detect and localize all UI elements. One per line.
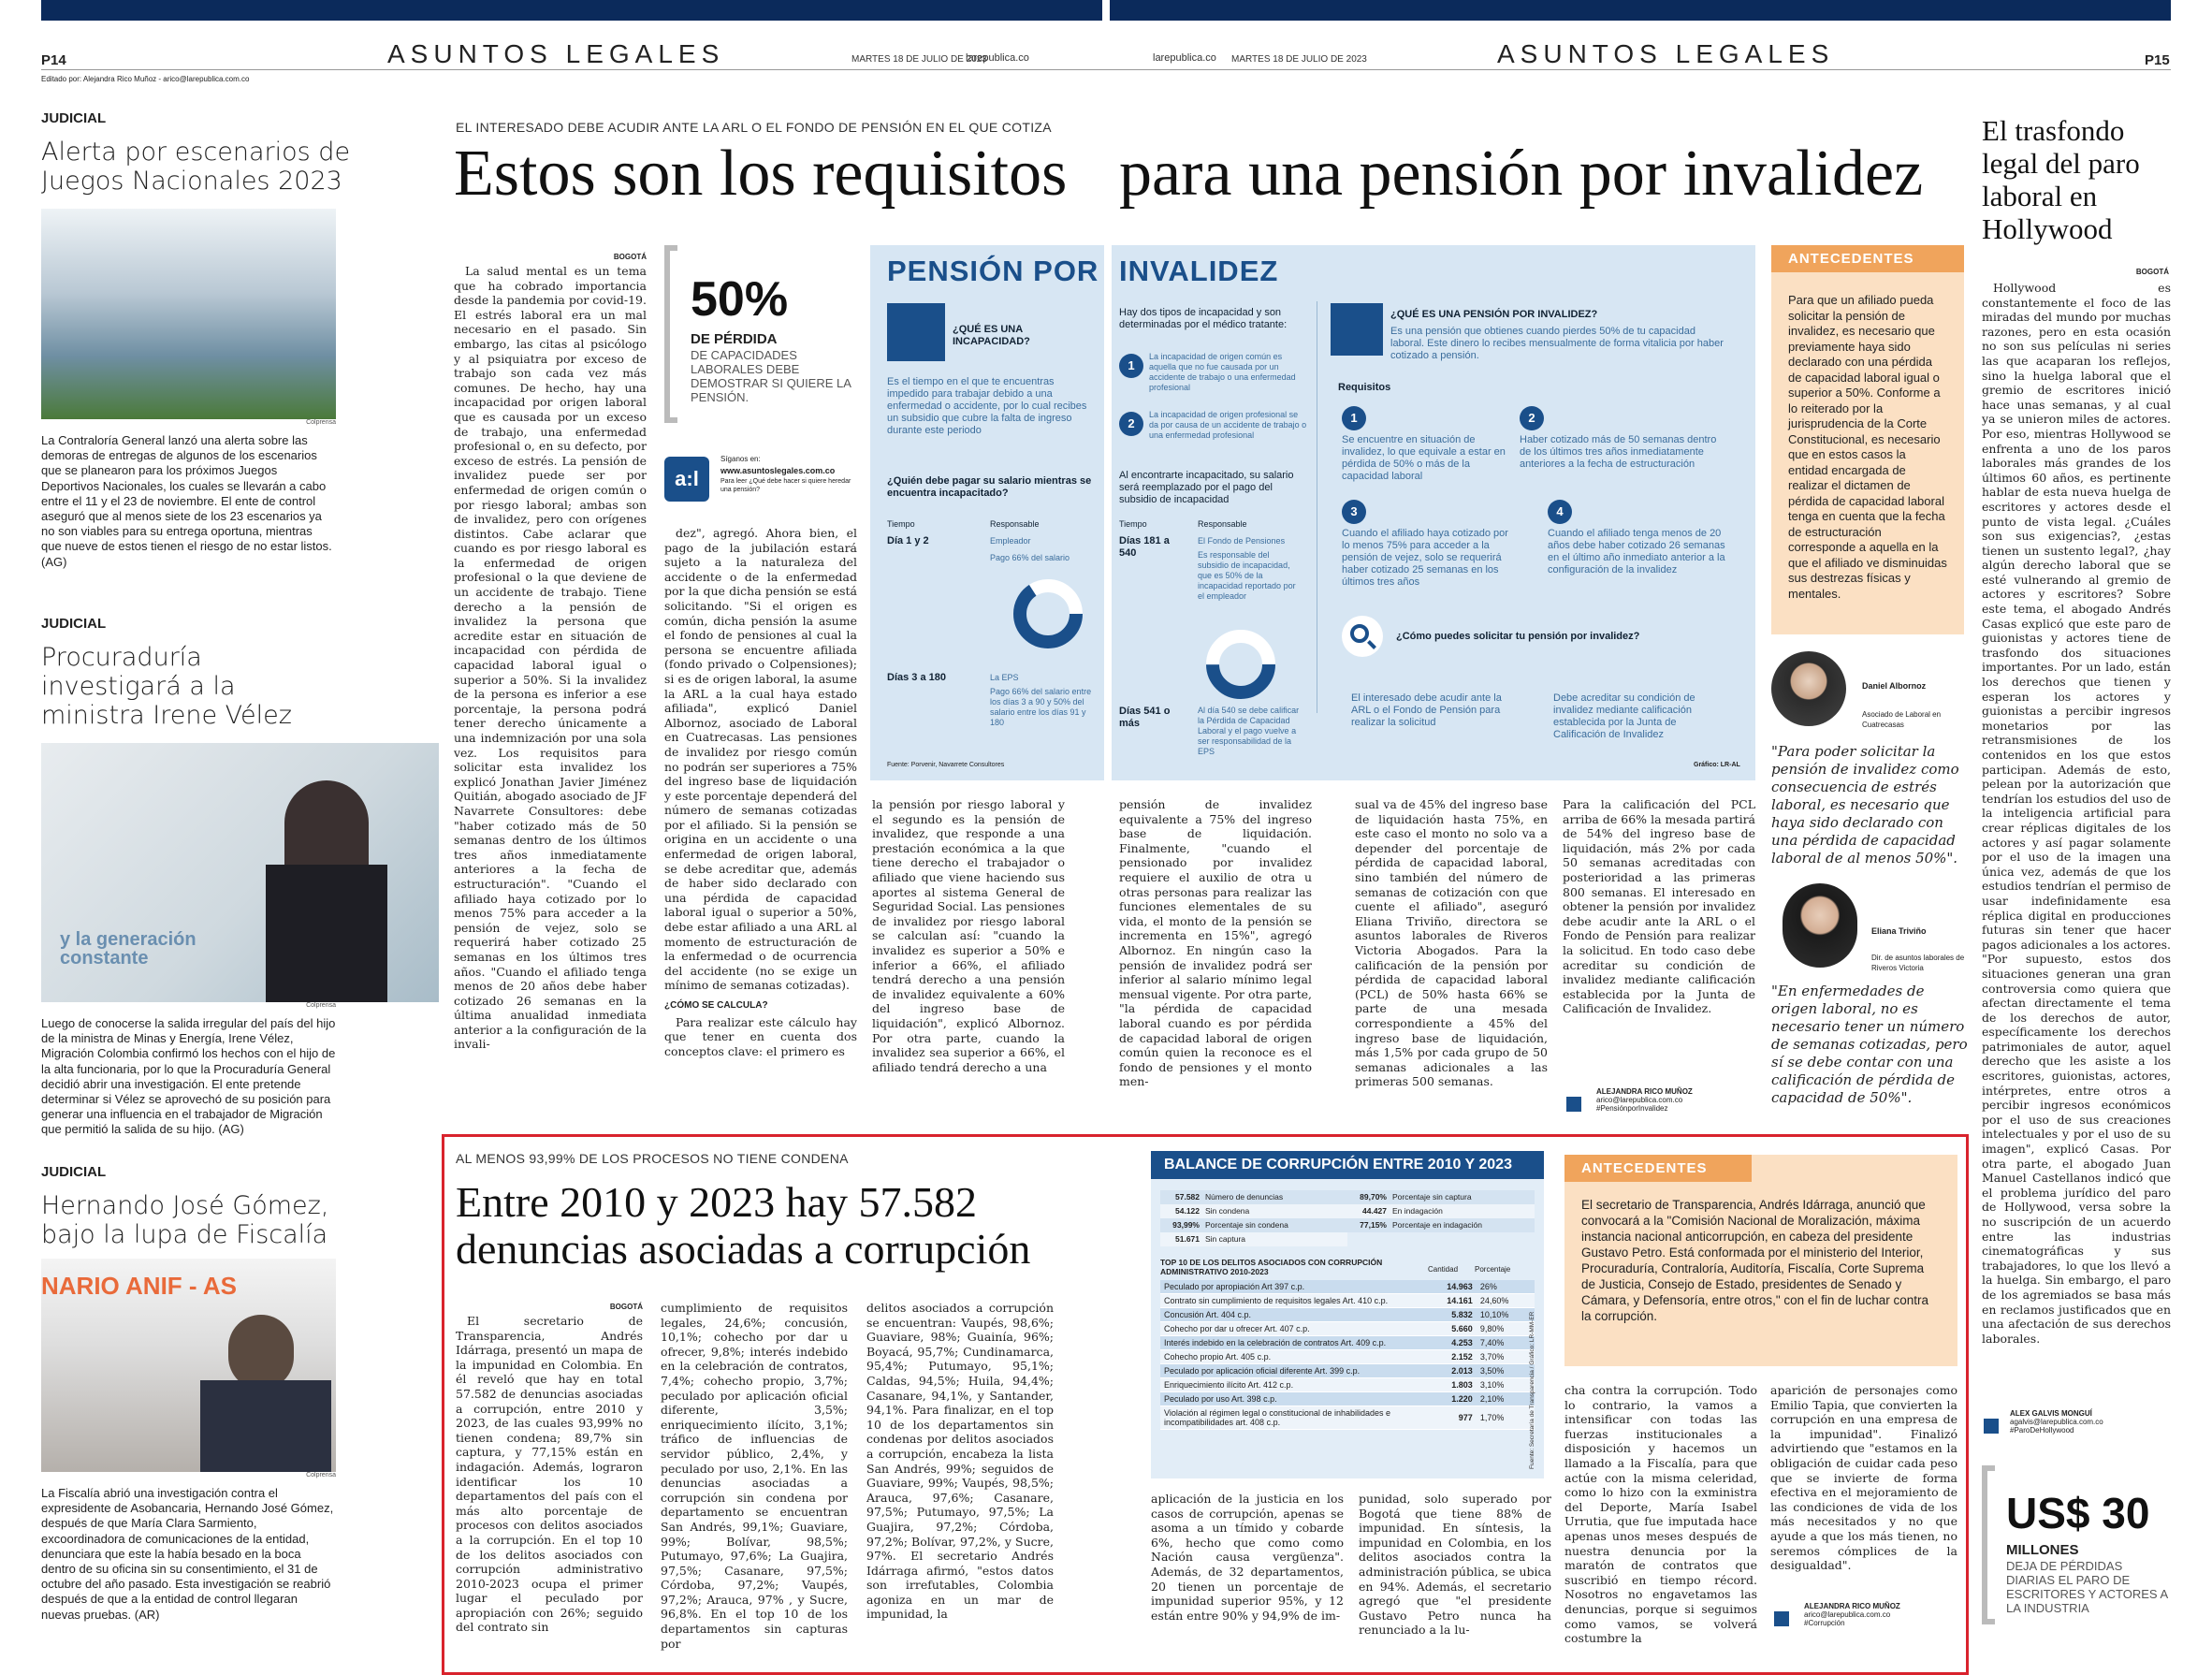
row-percentage: 2,10% xyxy=(1477,1392,1535,1406)
corruption-col-6: cha contra la corrupción. Todo lo contrario, la vamos a intensificar con todas las fuerzas institucionales a disposición y hacemos un llamado a la Fiscalía, para que actúe con la misma celeridad, como lo hizo con la exministra del Deporte, María Isabel Urrutia, que fue imputada hace apenas unos meses después de nuestra denuncia por la maratón de contratos que suscribió en tiempo récord. Nosotros no engavetamos las denuncias, porque si seguimos como vamos, se volverá costumbre la xyxy=(1564,1383,1757,1646)
header-rule xyxy=(41,69,2171,70)
summary-label: En indagación xyxy=(1392,1206,1443,1216)
main-col-1: La salud mental es un tema que ha cobrado importancia desde la pandemia por covid-19. El estrés laboral era un mal necesario en el pasado. Sin embargo, las citas al psicólogo y al psiquiatra por exceso de trabajo son cada vez más comunes. De hecho, hay una incapacidad por origen laboral que es causada por un exceso de trabajo, una enfermedad profesional o, en su defecto, por exceso de estrés. La pensión de invalidez puede ser por enfermedad de origen común o por riesgo laboral; ambas son de invalidez, pero con orígenes distintos. Cabe aclarar que cuando es por riesgo laboral es la enfermedad de origen profesional o la que deviene de un accidente de trabajo. Tiene derecho a la pensión de invalidez la persona que acredite estar en situación de incapacidad con pérdida de capacidad laboral igual o superior a 50%. Si la invalidez de la persona es inferior a ese porcentaje, la persona podrá tener derecho únicamente a una indemnización por una sola vez. Los requisitos para solicitar esta invalidez los explicó Jonathan Javier Jiménez Quitián, abogado asociado de JF Navarrete Consultores: debe "haber cotizado más de 50 semanas dentro de los últimos tres años inmediatamente anteriores a la fecha de estructuración". "Cuando el afiliado haya cotizado por lo menos 75% para acceder a la pensión de vejez, solo se requerirá haber cotizado 25 semanas en los últimos tres años. "Cuando el afiliado tenga menos de 20 años debe haber cotizado 26 semanas en la última anualidad inmediata anterior a la configuración de la invali- xyxy=(454,264,647,1052)
row-description: Peculado por aplicación oficial diferente Art. 399 c.p. xyxy=(1160,1364,1428,1378)
req-2-text: Haber cotizado más de 50 semanas dentro de los últimos tres años inmediatamente anteriores a la fecha de estructuración xyxy=(1520,434,1717,470)
row-description: Cohecho propio Art. 405 c.p. xyxy=(1160,1350,1428,1364)
page-number-right: P15 xyxy=(2145,52,2170,68)
table-title: BALANCE DE CORRUPCIÓN ENTRE 2010 Y 2023 xyxy=(1151,1151,1544,1179)
req-3-badge: 3 xyxy=(1342,500,1366,524)
top10-title: TOP 10 DE LOS DELITOS ASOCIADOS CON CORRUPCIÓN ADMINISTRATIVO 2010-2023 xyxy=(1160,1258,1383,1276)
avatar-daniel xyxy=(1771,651,1846,726)
section-title-right: ASUNTOS LEGALES xyxy=(1497,39,1835,68)
row-description: Enriquecimiento ilícito Art. 412 c.p. xyxy=(1160,1378,1428,1392)
author-icon xyxy=(1984,1419,1999,1434)
row-description: Peculado por apropiación Art 397 c.p. xyxy=(1160,1280,1428,1294)
r1-time: Día 1 y 2 xyxy=(887,535,929,546)
top-bar-right xyxy=(1110,0,2171,21)
photo-credit: Colprensa xyxy=(306,1472,336,1478)
follow-text: Para leer ¿Qué debe hacer si quiere heredar una pensión? xyxy=(720,478,851,493)
byline-tag[interactable]: #ParoDeHollywood xyxy=(2010,1426,2074,1435)
r3-pay: Es responsable del subsidio de incapacidad, que es 50% de la incapacidad reportado por el empleador xyxy=(1198,550,1296,601)
table-row xyxy=(1160,1350,1535,1364)
antecedentes-title: ANTECEDENTES xyxy=(1771,245,1964,272)
row-percentage: 10,10% xyxy=(1477,1308,1535,1322)
table-row xyxy=(1160,1378,1535,1392)
summary-label: Sin captura xyxy=(1205,1234,1245,1244)
right-title: El trasfondo legal del paro laboral en Hollywood xyxy=(1982,114,2140,245)
row-quantity: 1.220 xyxy=(1428,1392,1477,1406)
type-1-text: La incapacidad de origen común es aquella que no fue causada por un accidente de trabajo o una enfermedad profesional xyxy=(1149,352,1296,392)
corruption-col-1: El secretario de Transparencia, Andrés Idárraga, presentó un mapa de la impunidad en Colombia. En él reveló que hay en total 57.582 de denuncias asociadas a corrupción, entre 2010 y 2023, de las cuales 93,99% no tienen condena; 89,7% sin captura, y 77,15% están en indagación. Además, lograron identificar los 10 departamentos del país con el más alto porcentaje de procesos con delitos asociados a la corrupción. En el top 10 de los delitos asociados con corrupción administrativo 2010-2023 ocupa el primer lugar el peculado por apropiación con 26%; seguido del contrato sin xyxy=(456,1314,643,1635)
photo-banner-text: NARIO ANIF - AS xyxy=(41,1272,237,1300)
r2-resp: La EPS xyxy=(990,673,1019,682)
infographic-panel xyxy=(870,245,1755,780)
stat-label: MILLONES xyxy=(2006,1542,2079,1558)
q-incapacity-text: Es el tiempo en el que te encuentras impedido para trabajar debido a una enfermedad o accidente, por lo cual recibes un subsidio que cubre la falta de ingreso durante este periodo xyxy=(887,376,1087,436)
document-icon xyxy=(887,303,945,361)
podium xyxy=(266,865,387,1002)
stat-text: DE CAPACIDADES LABORALES DEBE DEMOSTRAR SI QUIERE LA PENSIÓN. xyxy=(691,348,851,404)
subhead-calc: ¿CÓMO SE CALCULA? xyxy=(664,1000,768,1011)
r1-resp: Empleador xyxy=(990,536,1031,546)
stat-text: DEJA DE PÉRDIDAS DIARIAS EL PARO DE ESCRITORES Y ACTORES A LA INDUSTRIA xyxy=(2006,1559,2168,1615)
story-text: La Fiscalía abrió una investigación contra el expresidente de Asobancaria, Hernando José Gómez, después de que María Clara Sarmiento, excoordinadora de comunicaciones de la entidad, denunciara que este la había besado en la boca dentro de su oficina sin su consentimiento, el 31 de octubre del año pasado. Esta investigación se reabrió después de que a la entidad de control llegaran nuevas pruebas. (AR) xyxy=(41,1486,334,1622)
stat-label: DE PÉRDIDA xyxy=(691,331,778,347)
r3-time: Días 181 a 540 xyxy=(1119,535,1170,559)
corruption-col-4: aplicación de la justicia en los casos de corrupción, apenas se asoma a un tímido y cobarde 6%, hecho que como como Nación causa vergüenza". Además, de 32 departamentos, 20 tienen un porcentaje de impunidad superior 95%, y 12 están entre 90% y 94,9% de im- xyxy=(1151,1492,1344,1623)
asuntos-legales-logo-icon: a:l xyxy=(664,457,709,502)
r1-pay: Pago 66% del salario xyxy=(990,553,1070,562)
row-description: Interés indebido en la celebración de contratos Art. 409 c.p. xyxy=(1160,1336,1428,1350)
author-icon xyxy=(1774,1611,1789,1626)
quote-2: "En enfermedades de origen laboral, no es necesario tener un número de semanas cotizadas, pero sí se debe contar con una calificación de pérdida de capacidad de 50%". xyxy=(1771,983,1968,1106)
q-pension: ¿QUÉ ES UNA PENSIÓN POR INVALIDEZ? xyxy=(1390,309,1598,320)
sidebar-story-3 xyxy=(41,1164,434,1623)
photo-credit: Colprensa xyxy=(306,1002,336,1009)
summary-row xyxy=(1160,1232,1347,1246)
section-title-left: ASUNTOS LEGALES xyxy=(387,39,725,68)
col-resp: Responsable xyxy=(990,519,1040,529)
row-percentage: 7,40% xyxy=(1477,1336,1535,1350)
table-row xyxy=(1160,1280,1535,1294)
stat-box xyxy=(664,245,861,432)
main-byline xyxy=(1563,1087,1755,1113)
row-quantity: 2.152 xyxy=(1428,1350,1477,1364)
infographic-source: Fuente: Porvenir, Navarrete Consultores xyxy=(887,762,1005,768)
summary-row xyxy=(1347,1204,1535,1218)
row-percentage: 9,80% xyxy=(1477,1322,1535,1336)
date-left: MARTES 18 DE JULIO DE 2023 xyxy=(851,54,987,65)
byline-tag[interactable]: #Corrupción xyxy=(1804,1619,1845,1627)
quote-1: "Para poder solicitar la pensión de invalidez como consecuencia de estrés laboral, es necesario que haya sido declarado con una pérdida de capacidad laboral de al menos 50%". xyxy=(1771,743,1959,867)
antecedentes-box xyxy=(1771,245,1964,634)
summary-row xyxy=(1160,1190,1347,1204)
row-quantity: 14.963 xyxy=(1428,1280,1477,1294)
corruption-col-7: aparición de personajes como Emilio Tapia, que convierten la corrupción en una empresa de la impunidad". Finalizó advirtiendo que "estamos en la obligación de cuidar cada peso que se invierte de forma efectiva en el mejoramiento de las condiciones de vida de los más necesitados y no que ayude a que los más tienen, no seremos cómplices de la desigualdad". xyxy=(1770,1383,1957,1573)
row-quantity: 5.832 xyxy=(1428,1308,1477,1322)
row-quantity: 4.253 xyxy=(1428,1336,1477,1350)
story-kicker: JUDICIAL xyxy=(41,616,107,632)
req-1-badge: 1 xyxy=(1342,406,1366,430)
col-resp-2: Responsable xyxy=(1198,519,1247,529)
byline-mail[interactable]: arico@larepublica.com.co xyxy=(1596,1096,1683,1104)
summary-value: 77,15% xyxy=(1360,1220,1387,1230)
sidebar-story-1 xyxy=(41,110,434,570)
story-title: Procuraduría investigará a la ministra Irene Vélez xyxy=(41,643,292,730)
summary-value: 51.671 xyxy=(1175,1234,1200,1244)
q-who-pays: ¿Quién debe pagar su salario mientras se encuentra incapacitado? xyxy=(887,475,1092,499)
summary-label: Porcentaje en indagación xyxy=(1392,1220,1482,1230)
stat-value: US$ 30 xyxy=(2006,1489,2150,1537)
dateline: BOGOTÁ xyxy=(613,253,647,261)
r3-resp: El Fondo de Pensiones xyxy=(1198,536,1286,546)
main-kicker: EL INTERESADO DEBE ACUDIR ANTE LA ARL O EL FONDO DE PENSIÓN EN EL QUE COTIZA xyxy=(456,120,1052,135)
infographic-credit: Gráfico: LR-AL xyxy=(1694,762,1740,768)
page-number-left: P14 xyxy=(41,52,66,68)
byline-name: ALEX GALVIS MONGUÍ xyxy=(2010,1409,2092,1418)
main-col-6: Para la calificación del PCL arriba de 66% la mesada partirá de 54% del ingreso base de liquidación, más 2% por cada 50 semanas acreditadas con posterioridad a las primeras 800 semanas. El interesado en obtener la pensión por invalidez debe acudir ante la ARL o el Fondo de Pensión para realizar la solicitud. En todo caso debe acreditar su condición de invalidez mediante calificación establecida por la Junta de Calificación de Invalidez. xyxy=(1563,797,1755,1016)
table-row xyxy=(1160,1294,1535,1308)
col-time: Tiempo xyxy=(887,519,915,529)
req-4-text: Cuando el afiliado tenga menos de 20 años debe haber cotizado 26 semanas en el último año inmediato anterior a la configuración de la invalidez xyxy=(1548,528,1725,575)
req-title: Requisitos xyxy=(1338,382,1391,393)
req-2-badge: 2 xyxy=(1520,406,1544,430)
r2-pay: Pago 66% del salario entre los días 3 a 90 y 50% del salario entre los días 91 y 180 xyxy=(990,687,1092,727)
story-title: Alerta por escenarios de Juegos Nacionales 2023 xyxy=(41,138,351,196)
right-body: Hollywood es constantemente el foco de las miradas del mundo por muchas razones, pero en esta ocasión no son sus películas ni series las que acaparan los reflejos, sino la huelga laboral que el gremio de escritores inició hace unas semanas, y al cual ya se unieron miles de actores. Por eso, mientras Hollywood se enfrenta a uno de los paros laborales más grandes de los últimos 60 años, es pertinente hablar de esta nueva huelga de escritores y actores desde el punto de vista legal. ¿Cuáles son sus exigencias?, ¿estas tienen un sustento legal?, ¿hay algún derecho laboral que se esté vulnerando al gremio de actores y escritores? Sobre este tema, el abogado Andrés Casas explicó que este paro de guionistas y actores tiene de trasfondo dos situaciones importantes. Por un lado, están los derechos que tienen y esperan los actores y guionistas a percibir ingresos monetarios por las retransmisiones de los contenidos en los que estos participan. Además de esto, pelean por la autorización que tendrían los estudios del uso de la inteligencia artificial para crear réplicas digitales de los actores y así pagar solamente por el uso de la imagen una única vez, además de que los estudios tendrían el permiso de usar indefinidamente esa réplica digital en producciones futuras sin tener que hacer pagos adicionales a los actores. "Por supuesto, estos dos situaciones generan una gran controversia como quiera que afectan directamente el tema de los derechos de autor, específicamente los derechos patrimoniales de autor, aquel derecho que les asiste a los escritores, guionistas, actores, intérpretes, entre otros a percibir ingresos económicos por el uso de sus creaciones intelectuales y por el uso de su imagen", explicó Casas. Por otra parte, el abogado Juan Manuel Castellanos indicó que el problema jurídico del paro de Hollywood, versa sobre la no suscripción de un acuerdo entre las industrias cinematográficas y sus trabajadores, lo que los llevó a la huelga. Sin embargo, el paro de los agremiados se basa más en reclamos justificados que en una afectación de sus derechos laborales. xyxy=(1982,281,2171,1346)
corruption-antecedentes xyxy=(1564,1155,1957,1366)
q-pension-text: Es una pensión que obtienes cuando pierdes 50% de tu capacidad laboral. Este dinero lo recibes mensualmente de forma vitalicia por haber cotizado a pensión. xyxy=(1390,326,1724,361)
photo-credit: Colprensa xyxy=(306,419,336,426)
row-percentage: 3,10% xyxy=(1477,1378,1535,1392)
person-name-2: Eliana Triviño xyxy=(1871,926,1927,936)
table-row xyxy=(1160,1308,1535,1322)
speaker-figure xyxy=(228,1315,294,1390)
person-figure xyxy=(284,780,369,874)
person-icon xyxy=(1331,303,1383,356)
main-title-left: Estos son los requisitos xyxy=(454,138,1068,210)
top10-table xyxy=(1160,1280,1535,1430)
summary-value: 89,70% xyxy=(1360,1192,1387,1202)
byline-name: ALEJANDRA RICO MUÑOZ xyxy=(1804,1602,1900,1610)
follow-box[interactable] xyxy=(664,453,863,505)
summary-value: 54.122 xyxy=(1175,1206,1200,1216)
summary-right xyxy=(1347,1190,1535,1232)
person-role-1: Asociado de Laboral en Cuatrecasas xyxy=(1862,710,1942,729)
corruption-ant-title: ANTECEDENTES xyxy=(1564,1155,1752,1182)
row-percentage: 1,70% xyxy=(1477,1406,1535,1430)
right-byline xyxy=(1982,1409,2171,1435)
right-stat-box xyxy=(1982,1465,2171,1634)
row-quantity: 5.660 xyxy=(1428,1322,1477,1336)
author-icon xyxy=(1566,1097,1581,1112)
col-pct-header: Porcentaje xyxy=(1475,1265,1511,1274)
story-kicker: JUDICIAL xyxy=(41,1164,107,1180)
row-percentage: 3,70% xyxy=(1477,1350,1535,1364)
main-col-5: sual va de 45% del ingreso base de liquidación hasta 75%, en este caso el monto no solo va a depender del porcentaje de pérdida de capacidad laboral, sino también del número de semanas de cotización con que cuente el afiliado", aseguró Eliana Triviño, directora se asuntos laborales de Riveros Victoria Abogados. Para la calificación de la pensión por pérdida de capacidad laboral (PCL) de 50% hasta 66% se parte de una mesada correspondiente a 45% del ingreso base de liquidación, más 1,5% por cada grupo de 50 semanas adicionales a las primeras 500 semanas. xyxy=(1355,797,1548,1089)
corruption-byline xyxy=(1770,1602,1957,1627)
req-3-text: Cuando el afiliado haya cotizado por lo menos 75% para acceder a la pensión de vejez, solo se requerirá haber cotizado 25 semanas en los últimos tres años xyxy=(1342,528,1508,588)
story-text: La Contraloría General lanzó una alerta sobre las demoras de entregas de algunos de los escenarios que se planearon para los próximos Juegos Deportivos Nacionales, los cuales se llevarán a cabo entre el 11 y el 23 de noviembre. El ente de control aseguró que al menos siete de los 23 escenarios ya no son viables para su entrega oportuna, mientras que nueve de estos tienen el riesgo de no estar listos. (AG) xyxy=(41,433,332,569)
page-gutter xyxy=(1104,245,1112,780)
follow-label: Síganos en: xyxy=(720,455,761,463)
summary-row xyxy=(1160,1204,1347,1218)
avatar-eliana xyxy=(1783,883,1857,968)
person-role-2: Dir. de asuntos laborales de Riveros Victoria xyxy=(1871,954,1965,972)
row-quantity: 2.013 xyxy=(1428,1364,1477,1378)
summary-row xyxy=(1160,1218,1347,1232)
buildings-photo xyxy=(41,209,336,419)
corruption-table-panel xyxy=(1151,1151,1544,1478)
main-col-4: pensión de invalidez equivalente a 75% del ingreso base de liquidación. Finalmente, "cuando el pensionado por invalidez requiere el auxilio de otra u otras personas para realizar las funciones elementales de su vida, el monto de la pensión se incrementa en 15%", agregó Albornoz. En ningún caso la pensión de invalidez podrá ser inferior al salario mínimo legal mensual vigente. Por otra parte, "la pérdida de capacidad laboral cuando es por pérdida de capacidad laboral de origen común quien la reconoce es el fondo de pensiones y el monto men- xyxy=(1119,797,1312,1089)
summary-label: Porcentaje sin condena xyxy=(1205,1220,1288,1230)
row-percentage: 26% xyxy=(1477,1280,1535,1294)
stat-value: 50% xyxy=(691,272,789,327)
donut-chart-2 xyxy=(1201,625,1280,704)
summary-row xyxy=(1347,1190,1535,1204)
exceeded-text: Al encontrarte incapacitado, su salario será reemplazado por el pago del subsidio de incapacidad xyxy=(1119,470,1294,505)
byline-mail[interactable]: agalvis@larepublica.com.co xyxy=(2010,1418,2103,1426)
main-col-3: la pensión por riesgo laboral y el segundo es la pensión de invalidez, que responde a una prestación económica a la que tiene derecho el trabajador o afiliado que viene haciendo sus aportes al sistema General de Seguridad Social. Las pensiones de invalidez por riesgo laboral se calculan así: "cuando la invalidez es superior a 50% e inferior a 66%, el afiliado tendrá derecho a una pensión de invalidez equivalente a 60% del ingreso base de liquidación", explicó Albornoz. Por otra parte, cuando la invalidez sea superior a 66%, el afiliado tendrá derecho a una xyxy=(872,797,1065,1074)
corruption-ant-text: El secretario de Transparencia, Andrés Idárraga, anunció que convocará a la "Comisión Nacional de Moralización, máxima instancia nacional anticorrupción, en cabeza del presidente Gustavo Petro. Está conformada por el ministerio del Interior, Procuraduría, Contraloría, Auditoría, Fiscalía, Corte Suprema de Justicia, Consejo de Estado, presidentes de Senado y Cámara, y Defensoría, entre otros," con el fin de luchar contra la corrupción. xyxy=(1581,1198,1928,1323)
req-1-text: Se encuentre en situación de invalidez, lo que equivale a estar en pérdida de 50% o más de la capacidad laboral xyxy=(1342,434,1506,482)
summary-value: 44.427 xyxy=(1362,1206,1387,1216)
sidebar-story-2 xyxy=(41,616,434,1138)
table-row xyxy=(1160,1322,1535,1336)
donut-chart-1 xyxy=(1009,575,1087,653)
r2-time: Días 3 a 180 xyxy=(887,672,946,683)
minister-photo xyxy=(41,743,439,1002)
main-col-2: dez", agregó. Ahora bien, el pago de la jubilación estará sujeto a la naturaleza del accidente o de la enfermedad por la que dicha pensión se está solicitando. "Si el origen es común, dicha pensión la asume el fondo de pensiones al cual la persona se encuentre afiliada (fondo privado o Colpensiones); si es de origen laboral, la asume la ARL a la cual haya estado afiliada", explicó Daniel Albornoz, asociado de Laboral en Cuatrecasas. Las pensiones de invalidez por riesgo común no podrán ser superiores a 75% del ingreso base de liquidación y este porcentaje dependerá del número de semanas cotizadas por el afiliado. Si la pensión se origina en un accidente o una enfermedad de origen laboral, se debe acreditar que, además de haber sido declarado con una pérdida de capacidad laboral igual o superior a 50%, debe estar afiliado a una ARL al momento de estructuración de la enfermedad o de ocurrencia del accidente (no se exige un mínimo de semanas cotizadas). ¿CÓMO SE CALCULA? Para realizar este cálculo hay que tener en cuenta dos conceptos clave: el primero es xyxy=(664,526,857,1058)
row-description: Peculado por uso Art. 398 c.p. xyxy=(1160,1392,1428,1406)
infographic-title-b: INVALIDEZ xyxy=(1119,255,1279,287)
summary-label: Sin condena xyxy=(1205,1206,1250,1216)
table-row xyxy=(1160,1336,1535,1350)
row-quantity: 977 xyxy=(1428,1406,1477,1430)
antecedentes-text: Para que un afiliado pueda solicitar la pensión de invalidez, es necesario que previamente haya sido declarado con una pérdida de capacidad laboral igual o superior a 50%. Conforme a lo reiterado por la jurisprudencia de la Corte Constitucional, es necesario que en estos casos la entidad encargada de realizar el dictamen de pérdida de capacidad laboral tenga en cuenta que la fecha de estructuración corresponde a aquella en la que el afiliado ve disminuidas sus destrezas físicas y mentales. xyxy=(1788,293,1947,601)
types-intro: Hay dos tipos de incapacidad y son determinadas por el médico tratante: xyxy=(1119,307,1288,330)
main-title-right: para una pensión por invalidez xyxy=(1119,138,1924,210)
r4-time: Días 541 o más xyxy=(1119,706,1171,729)
row-percentage: 24,60% xyxy=(1477,1294,1535,1308)
story-title: Hernando José Gómez, bajo la lupa de Fiscalía xyxy=(41,1191,329,1249)
site-right: larepublica.co xyxy=(1153,52,1216,64)
col-time-2: Tiempo xyxy=(1119,519,1147,529)
row-percentage: 3,50% xyxy=(1477,1364,1535,1378)
table-source: Fuente: Secretaría de Transparencia / Gráfico: LR-MM-ER xyxy=(1529,1311,1535,1469)
corruption-col-3: delitos asociados a corrupción se encuentran: Vaupés, 98,6%; Guaviare, 98%; Guainía, 96%; Boyacá, 95,7%; Cundinamarca, 95,4%; Putumayo, 95,1%; Caldas, 94,5%; Huila, 94,4%; Casanare, 94,1%, y Santander, 94,1%. Para finalizar, en el top 10 de los departamentos sin condenas por delitos asociados a corrupción, encabeza la lista San Andrés, 99%; seguidos de Guaviare, 99%; Vaupés, 98,5%; Arauca, 97,6%; Casanare, 97,5%; Putumayo, 97,5%; La Guajira, 97,2%; Córdoba, 97,2%; Bolívar, 97,2%, y Sucre, 97%. El secretario Andrés Idárraga afirmó, "estos datos son irrefutables, Colombia agoniza en un mar de impunidad, la xyxy=(866,1301,1054,1622)
follow-link[interactable]: www.asuntoslegales.com.co xyxy=(720,466,836,475)
corruption-dateline: BOGOTÁ xyxy=(609,1303,643,1311)
row-description: Violación al régimen legal o constitucional de inhabilidades e incompatibilidades art. 408 c.p. xyxy=(1160,1406,1428,1430)
summary-row xyxy=(1347,1218,1535,1232)
summary-left xyxy=(1160,1190,1347,1246)
q-incapacity: ¿QUÉ ES UNA INCAPACIDAD? xyxy=(953,324,1030,347)
summary-label: Número de denuncias xyxy=(1205,1192,1284,1202)
top-bar-left xyxy=(41,0,1102,21)
q-how: ¿Cómo puedes solicitar tu pensión por invalidez? xyxy=(1396,631,1640,642)
type-1-badge: 1 xyxy=(1119,354,1143,378)
byline-tag[interactable]: #PensiónporInvalidez xyxy=(1596,1104,1668,1113)
corruption-col-5: punidad, solo superado por Bogotá que tiene 88% de impunidad. En síntesis, la impunidad en Colombia, en los delitos asociados contra la administración pública, se ubica en 94%. Además, el secretario agregó que "el presidente Gustavo Petro nunca ha renunciado a la lu- xyxy=(1359,1492,1551,1638)
stat-bracket xyxy=(1982,1465,1995,1624)
row-description: Concusión Art. 404 c.p. xyxy=(1160,1308,1428,1322)
person-name-1: Daniel Albornoz xyxy=(1862,681,1927,691)
right-dateline: BOGOTÁ xyxy=(2135,268,2169,276)
type-2-text: La incapacidad de origen profesional se da por causa de un accidente de trabajo o una enfermedad profesional xyxy=(1149,410,1307,440)
story-text: Luego de conocerse la salida irregular del país del hijo de la ministra de Minas y Energía, Irene Vélez, Migración Colombia confirmó los hechos con el hijo de la alta funcionaria, por lo que la Procuraduría General decidió abrir una investigación. El ente pretende determinar si Vélez se aprovechó de su posición para generar una influencia en el trabajador de Migración que permitió la salida de su hijo. (AG) xyxy=(41,1016,336,1137)
infographic-title-a: PENSIÓN POR xyxy=(887,255,1099,287)
conference-photo xyxy=(41,1259,336,1472)
row-description: Contrato sin cumplimiento de requisitos legales Art. 410 c.p. xyxy=(1160,1294,1428,1308)
table-row xyxy=(1160,1392,1535,1406)
corruption-title: Entre 2010 y 2023 hay 57.582 denuncias asociadas a corrupción xyxy=(456,1178,1031,1273)
how-2-text: Debe acreditar su condición de invalidez mediante calificación establecida por la Junta de Calificación de Invalidez xyxy=(1553,692,1695,740)
corruption-col-2: cumplimiento de requisitos legales, 24,6%; concusión, 10,1%; cohecho por dar u ofrecer, 9,8%; interés indebido en la celebración de contratos, 7,4%; cohecho propio, 3,7%; peculado por aplicación oficial diferente, 3,5%; enriquecimiento ilícito, 3,1%; tráfico de influencias de servidor público, 2,4%, y peculado por uso, 2,1%. En las denuncias asociadas a corrupción sin condena por departamento se encuentran San Andrés, 99,1%; Guaviare, 99%; Bolívar, 98,5%; Putumayo, 97,6%; La Guajira, 97,5%; Casanare, 97,5%; Córdoba, 97,2%; Vaupés, 97,2%; Arauca, 97% , y Sucre, 96,8%. En el top 10 de los departamentos sin capturas por xyxy=(661,1301,848,1651)
summary-value: 93,99% xyxy=(1172,1220,1200,1230)
how-1-text: El interesado debe acudir ante la ARL o el Fondo de Pensión para realizar la solicitud xyxy=(1351,692,1502,728)
r4-pay: Al día 540 se debe calificar la Pérdida de Capacidad Laboral y el pago vuelve a ser responsabilidad de la EPS xyxy=(1198,706,1300,756)
col-qty-header: Cantidad xyxy=(1428,1265,1459,1274)
type-2-badge: 2 xyxy=(1119,412,1143,436)
magnifier-icon xyxy=(1342,616,1383,657)
date-right: MARTES 18 DE JULIO DE 2023 xyxy=(1231,54,1367,65)
site-left: larepublica.co xyxy=(966,52,1029,64)
summary-label: Porcentaje sin captura xyxy=(1392,1192,1472,1202)
stat-bracket xyxy=(664,245,677,423)
summary-value: 57.582 xyxy=(1175,1192,1200,1202)
table-row xyxy=(1160,1406,1535,1430)
row-quantity: 1.803 xyxy=(1428,1378,1477,1392)
row-quantity: 14.161 xyxy=(1428,1294,1477,1308)
req-4-badge: 4 xyxy=(1548,500,1572,524)
editor-line: Editado por: Alejandra Rico Muñoz - arico@larepublica.com.co xyxy=(41,75,250,83)
story-kicker: JUDICIAL xyxy=(41,110,107,126)
speaker-body xyxy=(200,1380,331,1472)
byline-name: ALEJANDRA RICO MUÑOZ xyxy=(1596,1087,1693,1096)
table-row xyxy=(1160,1364,1535,1378)
byline-mail[interactable]: arico@larepublica.com.co xyxy=(1804,1610,1891,1619)
row-description: Cohecho por dar u ofrecer Art. 407 c.p. xyxy=(1160,1322,1428,1336)
corruption-kicker: AL MENOS 93,99% DE LOS PROCESOS NO TIENE CONDENA xyxy=(456,1151,849,1166)
photo-banner-text: y la generación constante xyxy=(60,929,196,969)
